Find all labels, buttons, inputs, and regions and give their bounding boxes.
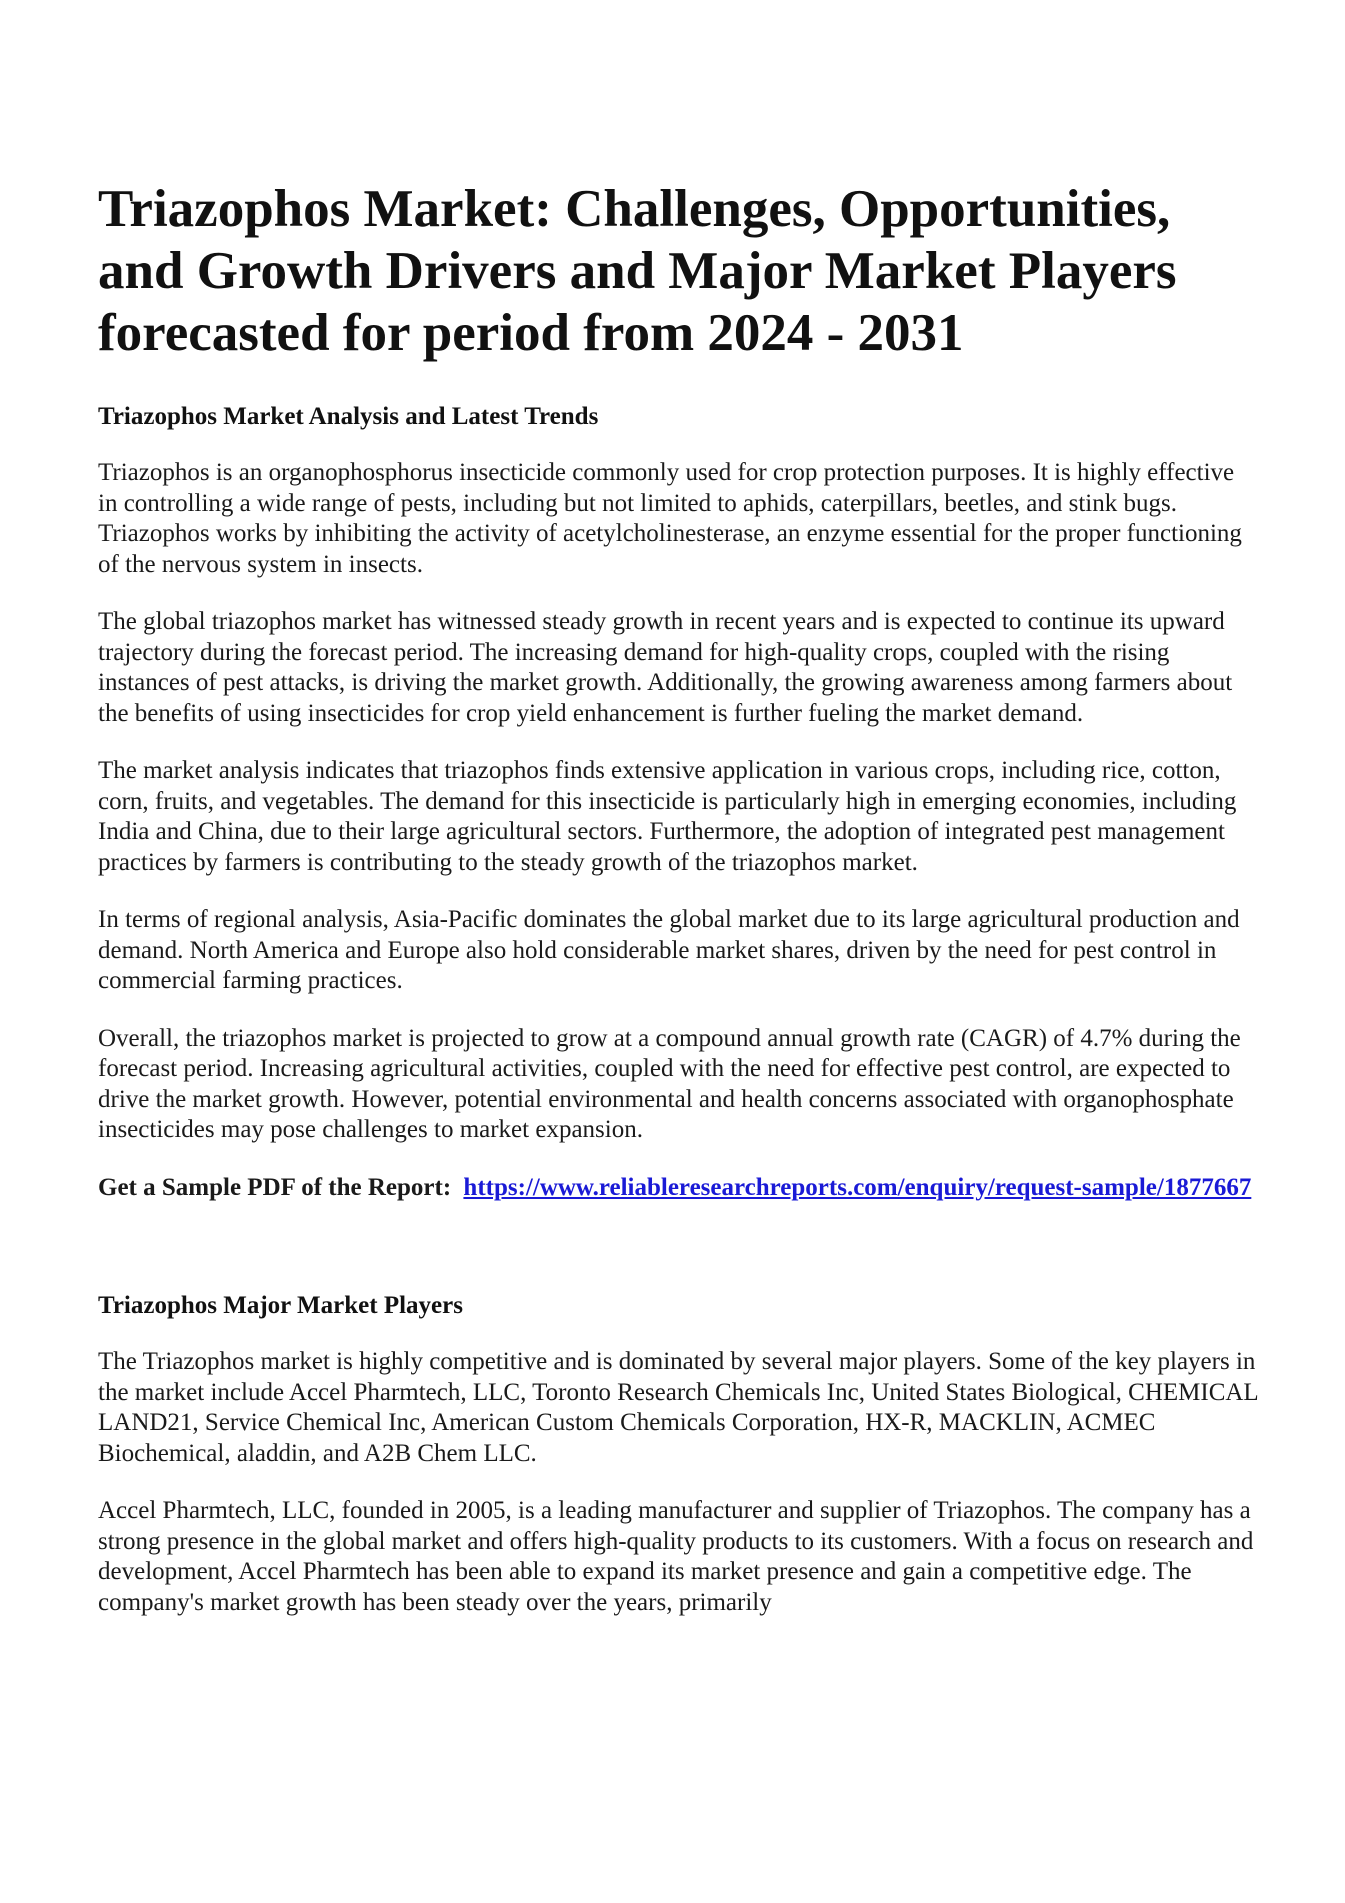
paragraph: In terms of regional analysis, Asia-Pacific dominates the global market due to its large agricultural production and demand. North America and Europe also hold considerable market shares, driven by the need for pest control in commercial farming practices. bbox=[98, 906, 1240, 994]
sample-pdf-label: Get a Sample PDF of the Report: bbox=[98, 1173, 458, 1201]
section-heading-players: Triazophos Major Market Players bbox=[98, 1292, 463, 1319]
section-heading-analysis: Triazophos Market Analysis and Latest Trends bbox=[98, 403, 599, 430]
paragraph: Accel Pharmtech, LLC, founded in 2005, is a leading manufacturer and supplier of Triazophos. The company has a strong presence in the global market and offers high-quality products to its customers. With a focus on research and development, Accel Pharmtech has been able to expand its market presence and gain a competitive edge. The company's market growth has been steady over the years, primarily bbox=[98, 1497, 1254, 1616]
page-title: Triazophos Market: Challenges, Opportunities, and Growth Drivers and Major Market Players forecasted for period from 2024 - 2031 bbox=[98, 180, 1177, 362]
paragraph: The market analysis indicates that triazophos finds extensive application in various crops, including rice, cotton, corn, fruits, and vegetables. The demand for this insecticide is particularly high in emerging economies, including India and China, due to their large agricultural sectors. Furthermore, the adoption of integrated pest management practices by farmers is contributing to the steady growth of the triazophos market. bbox=[98, 757, 1237, 876]
paragraph: Overall, the triazophos market is projected to grow at a compound annual growth rate (CAGR) of 4.7% during the forecast period. Increasing agricultural activities, coupled with the need for effective pest control, are expected to drive the market growth. However, potential environmental and health concerns associated with organophosphate insecticides may pose challenges to market expansion. bbox=[98, 1024, 1241, 1143]
sample-pdf-line bbox=[98, 1173, 1258, 1204]
paragraph: Triazophos is an organophosphorus insecticide commonly used for crop protection purposes. It is highly effective in controlling a wide range of pests, including but not limited to aphids, caterpillars, beetles, and stink bugs. Triazophos works by inhibiting the activity of acetylcholinesterase, an enzyme essential for the proper functioning of the nervous system in insects. bbox=[98, 459, 1242, 578]
document-page bbox=[98, 178, 1258, 1645]
paragraph: The Triazophos market is highly competitive and is dominated by several major players. Some of the key players in the market include Accel Pharmtech, LLC, Toronto Research Chemicals Inc, United States Biological, CHEMICAL LAND21, Service Chemical Inc, American Custom Chemicals Corporation, HX-R, MACKLIN, ACMEC Biochemical, aladdin, and A2B Chem LLC. bbox=[98, 1348, 1258, 1467]
paragraph: The global triazophos market has witnessed steady growth in recent years and is expected to continue its upward trajectory during the forecast period. The increasing demand for high-quality crops, coupled with the rising instances of pest attacks, is driving the market growth. Additionally, the growing awareness among farmers about the benefits of using insecticides for crop yield enhancement is further fueling the market demand. bbox=[98, 608, 1233, 727]
sample-pdf-link[interactable]: https://www.reliableresearchreports.com/enquiry/request-sample/1877667 bbox=[463, 1173, 1252, 1201]
